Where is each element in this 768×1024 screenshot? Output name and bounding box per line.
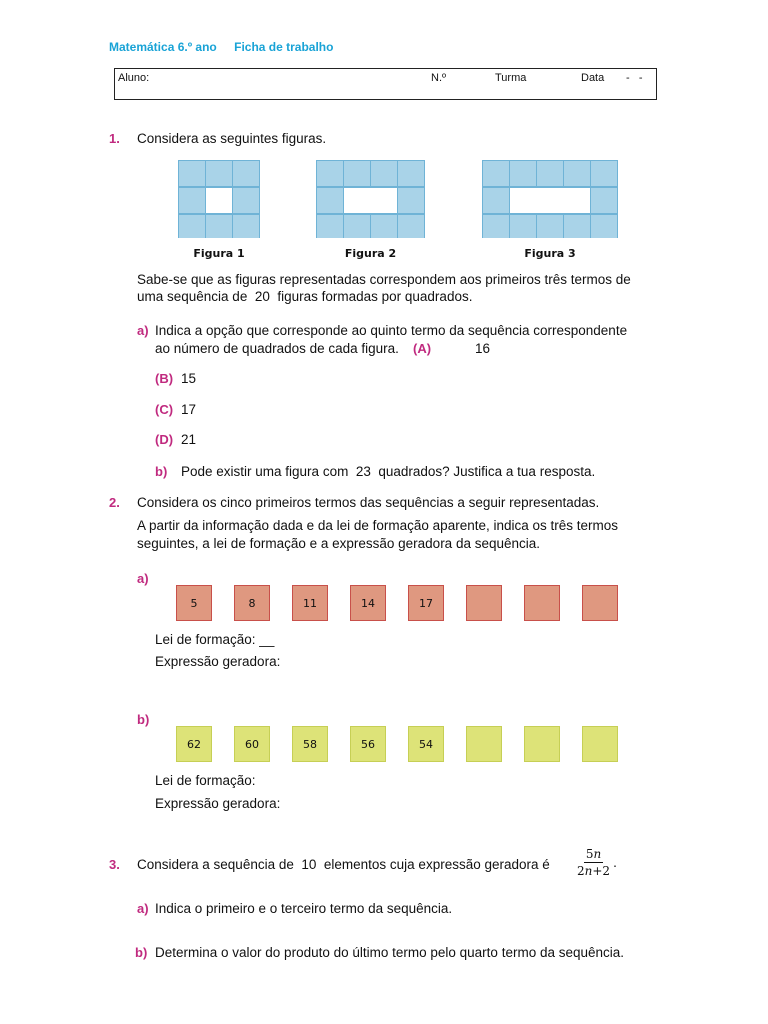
seq-b-blank [582,726,618,762]
figure-square [179,215,206,239]
figure-square [564,215,591,239]
sequence-b [176,726,618,762]
figure-square [233,215,260,239]
figure-square [179,188,206,214]
figure-square [179,161,206,187]
q1a-line1: Indica a opção que corresponde ao quinto termo da sequência correspondente [155,323,628,338]
date-label: Data [581,72,605,84]
seq-b-term: 60 [234,726,270,762]
figure-square [483,188,510,214]
q1b-label: b) [155,464,168,479]
q2a-label: a) [137,571,149,586]
option-a-value: 16 [475,341,491,356]
figure-2-grid [316,160,425,238]
option-d-value: 21 [181,432,197,447]
student-info-box [114,68,657,100]
q3a-text: Indica o primeiro e o terceiro termo da sequência. [155,901,453,916]
subject-title: Matemática 6.º ano [109,40,217,54]
seq-a-blank [466,585,502,621]
figure-square [344,161,371,187]
option-b-label: (B) [155,371,174,386]
seq-b-term: 62 [176,726,212,762]
q2-text-line1: A partir da informação dada e da lei de formação aparente, indica os três termos [137,518,619,533]
figure-square [233,161,260,187]
figure-square [510,161,537,187]
figure-3 [482,160,618,260]
seq-a-blank [524,585,560,621]
fraction-numerator: 5𝑛 [585,847,602,861]
q1-prompt: Considera as seguintes figuras. [137,131,327,146]
figure-square [317,188,344,214]
generator-fraction [577,847,610,878]
figure-square [398,188,425,214]
option-d-label: (D) [155,432,174,447]
figure-3-grid [482,160,618,238]
figure-3-caption: Figura 3 [524,247,576,260]
figure-square [317,161,344,187]
student-name-label: Aluno: [118,72,150,84]
figure-hole [344,188,398,214]
figure-1 [178,160,260,260]
student-number-label: N.º [431,72,447,84]
q2-number: 2. [109,495,120,510]
q2a-expr: Expressão geradora: [155,654,281,669]
seq-a-term: 17 [408,585,444,621]
q3b-text: Determina o valor do produto do último termo pelo quarto termo da sequência. [155,945,625,960]
q1-text-line2: uma sequência de 20 figuras formadas por quadrados. [137,289,473,304]
q1-text-line1: Sabe-se que as figuras representadas correspondem aos primeiros três termos de [137,272,631,287]
figure-square [591,215,618,239]
figure-square [591,161,618,187]
option-b-value: 15 [181,371,197,386]
q2b-label: b) [137,712,150,727]
figure-square [537,215,564,239]
option-c-label: (C) [155,402,174,417]
page-header [109,40,333,54]
figure-hole [510,188,591,214]
seq-b-term: 56 [350,726,386,762]
figure-square [371,215,398,239]
figure-square [398,161,425,187]
figure-square [398,215,425,239]
q2a-lei: Lei de formação: __ [155,632,275,647]
q1-number: 1. [109,131,120,146]
figure-square [564,161,591,187]
figure-hole [206,188,233,214]
q2-text-line2: seguintes, a lei de formação e a expressão geradora da sequência. [137,536,541,551]
figure-square [344,215,371,239]
sequence-a [176,585,618,621]
seq-a-term: 11 [292,585,328,621]
figure-square [483,215,510,239]
figure-square [537,161,564,187]
figure-square [371,161,398,187]
q2-prompt: Considera os cinco primeiros termos das sequências a seguir representadas. [137,495,600,510]
seq-a-term: 5 [176,585,212,621]
q2b-lei: Lei de formação: [155,773,256,788]
seq-b-blank [466,726,502,762]
sheet-title: Ficha de trabalho [234,40,334,54]
q3b-label: b) [135,945,148,960]
q3-period: . [613,854,617,870]
class-label: Turma [495,72,527,84]
seq-b-term: 58 [292,726,328,762]
figure-square [206,161,233,187]
seq-b-term: 54 [408,726,444,762]
option-c-value: 17 [181,402,197,417]
q1a-label: a) [137,323,149,338]
figure-square [317,215,344,239]
q3-expression [577,847,617,878]
figure-2-caption: Figura 2 [344,247,397,260]
figure-2 [316,160,425,260]
figure-square [233,188,260,214]
figure-square [591,188,618,214]
date-dashes: - - [626,72,643,84]
figure-square [483,161,510,187]
figure-1-caption: Figura 1 [193,247,245,260]
seq-a-blank [582,585,618,621]
seq-a-term: 8 [234,585,270,621]
figure-square [206,215,233,239]
q3a-label: a) [137,901,149,916]
seq-a-term: 14 [350,585,386,621]
seq-b-blank [524,726,560,762]
figure-1-grid [178,160,260,238]
q1b-text: Pode existir uma figura com 23 quadrados? Justifica a tua resposta. [181,464,596,479]
q2b-expr: Expressão geradora: [155,796,281,811]
q3-number: 3. [109,857,120,872]
figure-square [510,215,537,239]
q1a-line2: ao número de quadrados de cada figura. [155,341,399,356]
fraction-denominator: 2𝑛+2 [577,864,611,878]
option-a-label: (A) [413,341,432,356]
q3-prompt: Considera a sequência de 10 elementos cuja expressão geradora é [137,857,550,872]
